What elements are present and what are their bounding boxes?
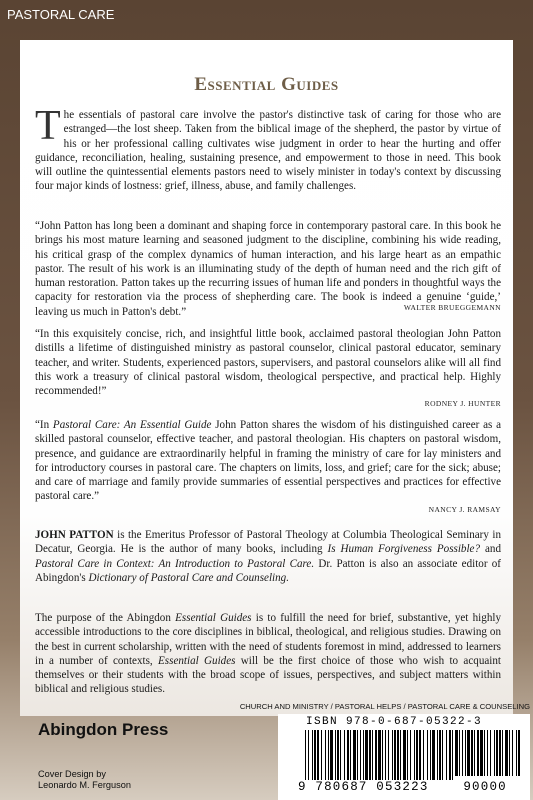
bio-text-1: is the Emeritus Professor of Pastoral Theology at Columbia Theological Seminary in Decatur, Georgia. He is the author of many books, including — [35, 529, 501, 556]
series-italic-2: Essential Guides — [158, 654, 236, 667]
barcode-bar — [353, 730, 356, 780]
barcode-bar — [337, 730, 339, 780]
publisher-logo: Abingdon Press — [38, 720, 169, 739]
barcode-bar — [462, 730, 463, 776]
endorsement-3-book-title: Pastoral Care: An Essential Guide — [52, 419, 212, 431]
barcode-bar — [467, 730, 470, 776]
barcode-bar — [427, 730, 428, 780]
barcode-bar — [459, 730, 460, 776]
endorsement-2-text: “In this exquisitely concise, rich, and insightful little book, acclaimed pastoral theologian John Patton distills a lifetime of distinguished ministry as pastoral counselor, clinical pastoral educator, seminary teacher, and writer. Students, experienced pastors, supervisers, and pastoral counselors alike will all find this work a treasury of clinical pastoral wisdom, theological perspective, and practical help. Highly recommended!” — [35, 328, 501, 398]
barcode-bar — [328, 730, 329, 780]
barcode-digits — [298, 780, 507, 794]
intro-text: he essentials of pastoral care involve the pastor's distinctive task of caring for those who are estranged—the lost sheep. Taken from the biblical image of the shepherd, the pastor by virtue of his or her professional calling cultivates wise judgment in order to hear the hurting and offer guidance, reconciliation, healing, sustaining presence, and empowerment to those in need. This book will outline the quintessential elements pastors need to wisely minister in today's context by discussing four major kinds of lostness: grief, illness, abuse, and family challenges. — [35, 109, 501, 193]
bio-book-3: Dictionary of Pastoral Care and Counseling. — [88, 571, 289, 584]
series-italic-1: Essential Guides — [175, 612, 252, 624]
barcode-bar — [474, 730, 475, 776]
isbn-text: ISBN 978-0-687-05322-3 — [306, 716, 483, 728]
barcode-bar — [505, 730, 508, 776]
barcode-bar — [350, 730, 351, 780]
barcode-bar — [446, 730, 447, 780]
barcode-bar — [484, 730, 485, 776]
series-description — [35, 611, 501, 697]
barcode-bar — [321, 730, 322, 780]
price-code: 90000 — [463, 780, 507, 794]
barcode-bar — [365, 730, 368, 780]
endorsement-1-text: “John Patton has long been a dominant and shaping force in contemporary pastoral care. In this book he brings his most mature learning and seasoned judgment to the discipline, combining his wide reading, his critical grasp of the complex dynamics of human interaction, and his large heart as an empathic pastor. The result of his work is an illuminating study of the depth of human need and the rich gift of human restoration. Patton takes up the recurring issues of human life and ponders in thoughtful ways the capacity for restoration via the process of shepherding care. The book is indeed a genuine ‘guide,’ leaving us much in Patton's debt.” — [35, 220, 501, 318]
barcode-bar — [423, 730, 424, 780]
endorsement-2-author: RODNEY J. HUNTER — [424, 399, 501, 408]
barcode-bar — [382, 730, 383, 780]
barcode-bar — [325, 730, 326, 780]
barcode-bar — [432, 730, 435, 780]
author-bio — [35, 528, 501, 585]
barcode-bar — [392, 730, 393, 780]
barcode-bar — [455, 730, 458, 776]
ean-digits: 9 780687 053223 — [298, 780, 429, 794]
barcode-bar — [490, 730, 491, 776]
barcode-bar — [410, 730, 411, 780]
barcode-bar — [518, 730, 520, 776]
barcode-bar — [317, 730, 319, 780]
cover-design-credit — [38, 769, 131, 791]
barcode-bar — [360, 730, 361, 780]
barcode-bar — [439, 730, 441, 780]
barcode-bar — [335, 730, 336, 780]
barcode-bar — [437, 730, 438, 780]
barcode-bar — [496, 730, 498, 776]
series-title: Essential Guides — [194, 74, 339, 95]
barcode-bar — [430, 730, 431, 780]
endorsement-3-text-after: John Patton shares the wisdom of his distinguished career as a skilled pastoral counselor, effective teacher, and pastoral theologian. His chapters on pastoral wisdom, presence, and guidance are extraordinarily helpful in framing the ministry of care for lay ministers and for introductory courses in pastoral care. The chapters on limits, loss, and grief; care for the sick; abuse; and care of marriage and family provide summaries of essential perspectives and practices for effective pastoral care.” — [35, 419, 501, 503]
barcode-bar — [465, 730, 466, 776]
barcode-bar — [442, 730, 443, 780]
series-text-2: is to fulfill the need for brief, substantive, yet highly accessible introductions to the core disciplines in biblical, theological, and religious studies. Drawing on the best in current scholarship, written with the need of students foremost in mind, addressed to learners in a number of contexts, — [35, 612, 501, 667]
barcode-bar — [419, 730, 421, 780]
barcode-bar — [452, 730, 453, 780]
barcode-bar — [308, 730, 309, 780]
barcode-bar — [487, 730, 488, 776]
barcode-bar — [516, 730, 517, 776]
bio-book-2: Pastoral Care in Context: An Introduction to Pastoral Care. — [35, 557, 315, 570]
barcode-bar — [397, 730, 399, 780]
barcode-bar — [347, 730, 349, 780]
barcode-bar — [400, 730, 401, 780]
endorsement-3-text-before: “In — [35, 419, 53, 431]
barcode-bar — [388, 730, 389, 780]
endorsement-3-author: NANCY J. RAMSAY — [428, 505, 501, 514]
barcode-bar — [385, 730, 386, 780]
barcode-bar — [416, 730, 418, 780]
bio-book-1: Is Human Forgiveness Possible? — [327, 543, 481, 556]
barcode-bar — [369, 730, 371, 780]
barcode-bar — [407, 730, 408, 780]
intro-paragraph — [35, 103, 501, 194]
subject-categories: CHURCH AND MINISTRY / PASTORAL HELPS / PASTORAL CARE & COUNSELING — [239, 702, 530, 711]
category-label: PASTORAL CARE — [7, 7, 115, 22]
barcode-bar — [449, 730, 451, 780]
barcode-bar — [471, 730, 473, 776]
barcode-bar — [314, 730, 316, 780]
barcode-bar — [480, 730, 483, 776]
barcode-bar — [414, 730, 415, 780]
barcode-bar — [499, 730, 501, 776]
cover-design-line-2: Leonardo M. Ferguson — [38, 780, 131, 790]
barcode-area — [278, 714, 530, 800]
barcode-bar — [403, 730, 406, 780]
barcode-bar — [305, 730, 306, 780]
cover-design-line-1: Cover Design by — [38, 769, 106, 779]
barcode-bar — [363, 730, 364, 780]
barcode-bar — [509, 730, 510, 776]
barcode-bar — [477, 730, 479, 776]
barcode-bar — [494, 730, 495, 776]
barcode-bar — [340, 730, 341, 780]
barcode-bar — [378, 730, 381, 780]
barcode-bar — [344, 730, 345, 780]
series-text-3: will be the first choice of those who wish to acquaint themselves or their students with the broad scope of issues, perspectives, and subject matters within biblical and religious studies. — [35, 654, 501, 696]
barcode-bar — [312, 730, 313, 780]
endorsement-3 — [35, 418, 501, 504]
bio-text-3: Dr. Patton is also an associate editor of Abingdon's — [35, 557, 502, 584]
barcode-bar — [502, 730, 503, 776]
barcode-icon — [305, 730, 527, 780]
drop-cap: T — [35, 103, 61, 149]
back-cover-panel — [20, 40, 513, 716]
bio-text-2: and — [480, 543, 501, 556]
endorsement-1-author: WALTER BRUEGGEMANN — [403, 303, 501, 312]
barcode-bar — [330, 730, 333, 780]
barcode-bar — [357, 730, 358, 780]
series-text-1: The purpose of the Abingdon — [35, 612, 176, 624]
barcode-bar — [512, 730, 513, 776]
endorsement-2 — [35, 327, 501, 398]
barcode-bar — [375, 730, 377, 780]
author-name: JOHN PATTON — [35, 529, 114, 541]
barcode-bar — [372, 730, 373, 780]
barcode-bar — [394, 730, 396, 780]
